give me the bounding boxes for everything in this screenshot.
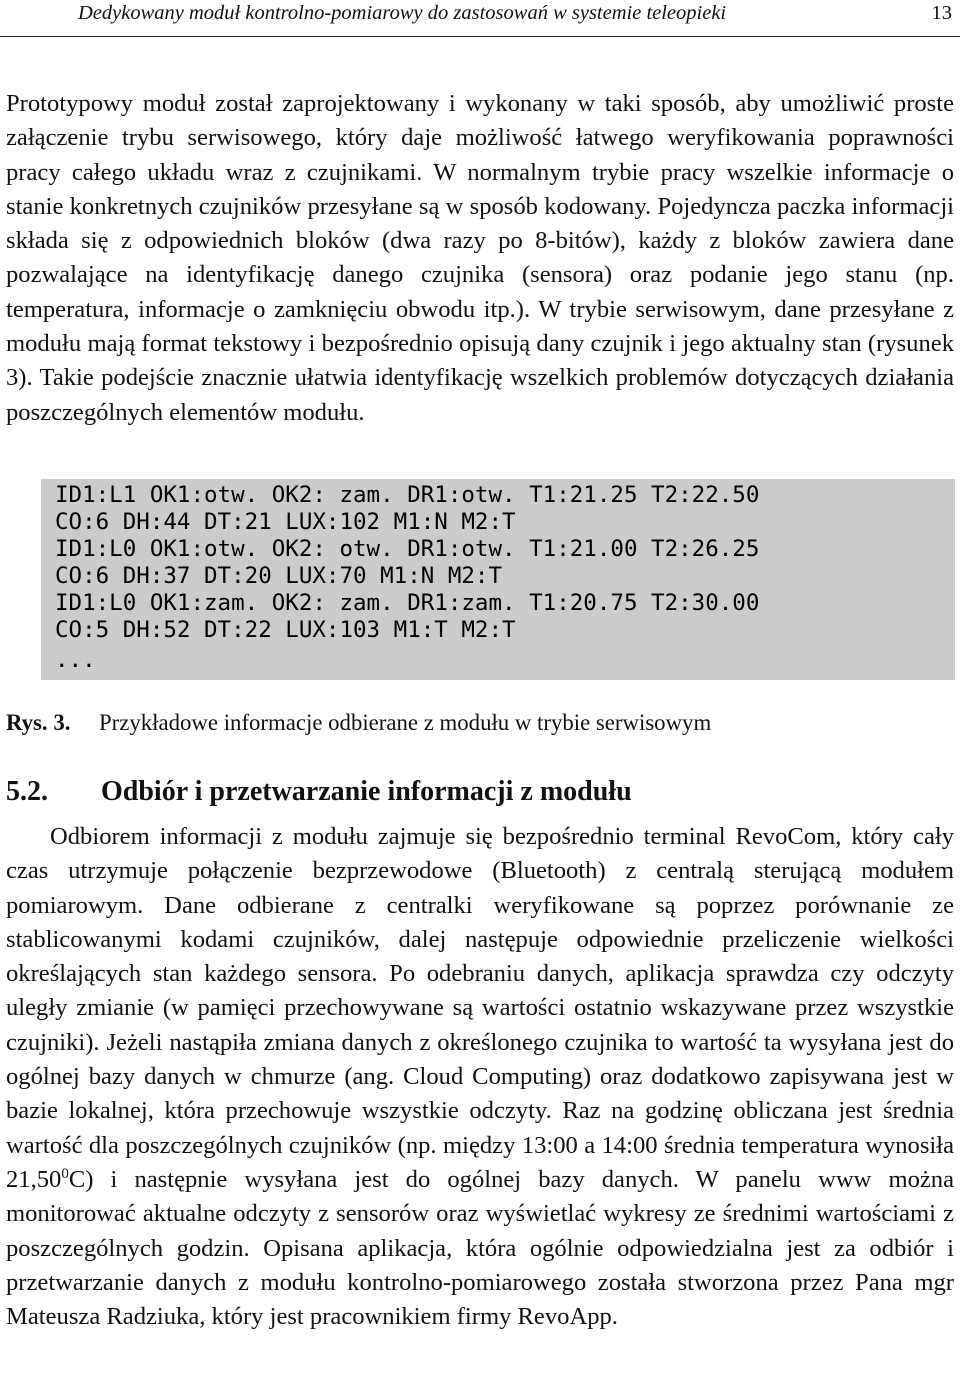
console-line: ID1:L0 OK1:zam. OK2: zam. DR1:zam. T1:20.75 T2:30.00 <box>55 590 760 616</box>
paragraph-text-part2: C) i następnie wysyłana jest do ogólnej bazy danych. W panelu www można monitorować aktualne odczyty z sensorów oraz wyświetlać wykresy ze średnimi wartościami z poszczególnych godzin. Opisana aplikacja, która ogólnie odpowiedzialna jest za odbiór i przetwarzanie danych z modułu kontrolno-pomiarowego została stworzona przez Pana mgr Mateusza Radziuka, który jest pracownikiem firmy RevoApp. <box>6 1165 954 1331</box>
header-title: Dedykowany moduł kontrolno-pomiarowy do zastosowań w systemie teleopieki <box>78 2 727 24</box>
page-number: 13 <box>931 2 952 24</box>
figure-caption <box>6 710 712 736</box>
paragraph-service-mode: Prototypowy moduł został zaprojektowany i wykonany w taki sposób, aby umożliwić proste załączenie trybu serwisowego, który daje możliwość łatwego weryfikowania poprawności pracy całego układu wraz z czujnikami. W normalnym trybie pracy wszelkie informacje o stanie konkretnych czujników przesyłane są w sposób kodowany. Pojedyncza paczka informacji składa się z odpowiednich bloków (dwa razy po 8-bitów), każdy z bloków zawiera dane pozwalające na identyfikację danego czujnika (sensora) oraz podanie jego stanu (np. temperatura, informacje o zamknięciu obwodu itp.). W trybie serwisowym, dane przesyłane z modułu mają format tekstowy i bezpośrednio opisują dany czujnik i jego aktualny stan (rysunek 3). Takie podejście znacznie ułatwia identyfikację wszelkich problemów dotyczących działania poszczególnych elementów modułu. <box>6 90 954 426</box>
section-title: Odbiór i przetwarzanie informacji z modułu <box>101 776 632 807</box>
console-line: ID1:L0 OK1:otw. OK2: otw. DR1:otw. T1:21.00 T2:26.25 <box>55 536 760 562</box>
console-line: CO:6 DH:37 DT:20 LUX:70 M1:N M2:T <box>55 563 503 589</box>
section-number: 5.2. <box>6 776 48 807</box>
degree-superscript: 0 <box>61 1165 69 1182</box>
paragraph-text-part1: Odbiorem informacji z modułu zajmuje się bezpośrednio terminal RevoCom, który cały czas utrzymuje połączenie bezprzewodowe (Bluetooth) z centralą sterującą modułem pomiarowym. Dane odbierane z centralki weryfikowane są poprzez porównanie ze stablicowanymi kodami czujników, dalej następuje odpowiednie przeliczenie wielkości określających stan każdego sensora. Po odebraniu danych, aplikacja sprawdza czy odczyty uległy zmianie (w pamięci przechowywane są wartości ostatnio wskazywane przez wszystkie czujniki). Jeżeli nastąpiła zmiana danych z określonego czujnika to wartość ta wysyłana jest do ogólnej bazy danych w chmurze (ang. Cloud Computing) oraz dodatkowo zapisywana jest w bazie lokalnej, która przechowuje wszystkie odczyty. Raz na godzinę obliczana jest średnia wartość dla poszczególnych czujników (np. między 13:00 a 14:00 średnia temperatura wynosiła 21,50 <box>6 823 954 1193</box>
running-header <box>0 0 960 37</box>
figure-caption-text: Przykładowe informacje odbierane z modułu w trybie serwisowym <box>99 710 712 735</box>
paragraph-data-processing <box>6 820 954 1334</box>
figure-label: Rys. 3. <box>6 710 71 735</box>
console-line: CO:5 DH:52 DT:22 LUX:103 M1:T M2:T <box>55 617 516 643</box>
console-line: CO:6 DH:44 DT:21 LUX:102 M1:N M2:T <box>55 509 516 535</box>
console-line: ID1:L1 OK1:otw. OK2: zam. DR1:otw. T1:21.25 T2:22.50 <box>55 482 760 508</box>
service-mode-console-output <box>41 479 955 680</box>
console-ellipsis: ... <box>55 647 96 673</box>
